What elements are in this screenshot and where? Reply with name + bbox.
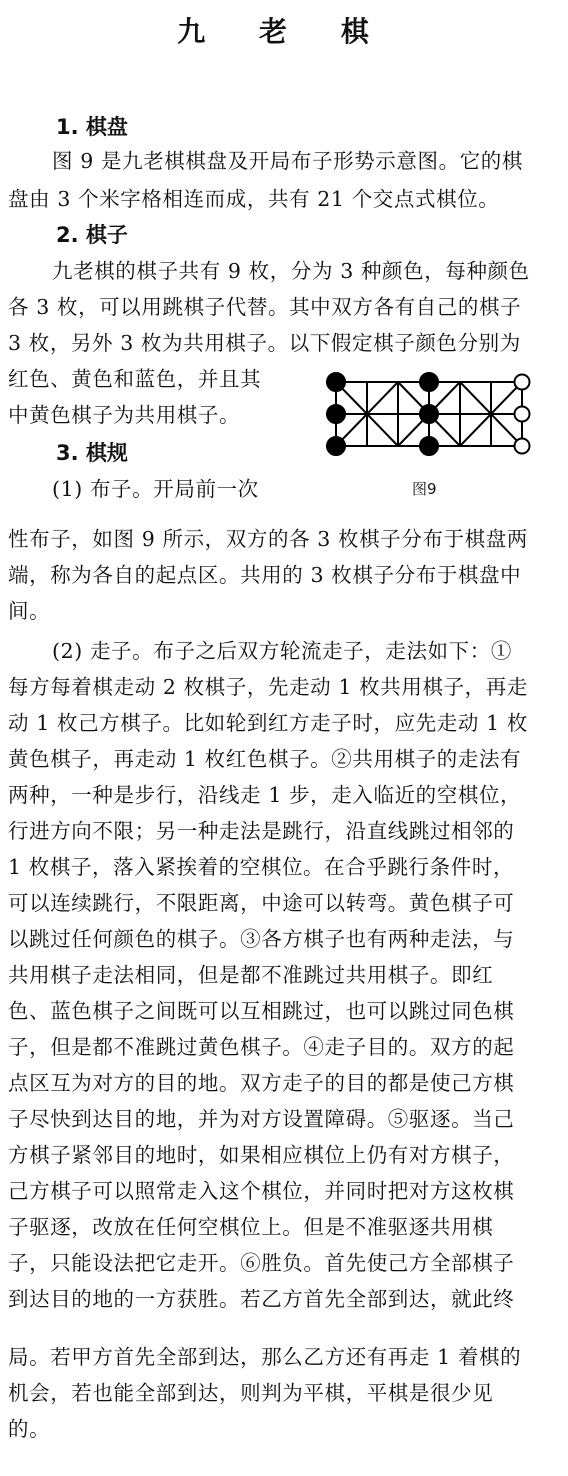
text-line: 以跳过任何颜色的棋子。③各方棋子也有两种走法，与 [8, 927, 515, 951]
section-heading-board: 1. 棋盘 [56, 115, 128, 139]
text-line: 中黄色棋子为共用棋子。 [8, 403, 241, 427]
section-heading-rules: 3. 棋规 [56, 441, 128, 465]
black-piece [327, 405, 345, 423]
text-line: 子驱逐，改放在任何空棋位上。但是不准驱逐共用棋 [8, 1215, 494, 1239]
text-line: 3 枚，另外 3 枚为共用棋子。以下假定棋子颜色分别为 [8, 331, 521, 355]
text-line: 图 9 是九老棋棋盘及开局布子形势示意图。它的棋 [52, 149, 523, 173]
black-piece [420, 373, 438, 391]
text-line: 黄色棋子，再走动 1 枚红色棋子。②共用棋子的走法有 [8, 747, 522, 771]
text-line: 九老棋的棋子共有 9 枚，分为 3 种颜色，每种颜色 [52, 259, 530, 283]
text-line: 子尽快到达目的地，并为对方设置障碍。⑤驱逐。当己 [8, 1107, 515, 1131]
text-line: 点区互为对方的目的地。双方走子的目的都是使己方棋 [8, 1071, 515, 1095]
text-line: 色、蓝色棋子之间既可以互相跳过，也可以跳过同色棋 [8, 999, 515, 1023]
text-line: 间。 [8, 599, 51, 623]
text-line: 盘由 3 个米字格相连而成，共有 21 个交点式棋位。 [8, 187, 500, 211]
black-piece [420, 437, 438, 455]
text-line: 性布子，如图 9 所示，双方的各 3 枚棋子分布于棋盘两 [8, 527, 528, 551]
black-piece [327, 437, 345, 455]
text-line: 端，称为各自的起点区。共用的 3 枚棋子分布于棋盘中 [8, 563, 522, 587]
text-line: (1) 布子。开局前一次 [52, 477, 259, 501]
text-line: (2) 走子。布子之后双方轮流走子，走法如下：① [52, 639, 512, 663]
white-piece [515, 439, 530, 454]
black-piece [420, 405, 438, 423]
text-line: 子，只能设法把它走开。⑥胜负。首先使己方全部棋子 [8, 1251, 515, 1275]
text-line: 动 1 枚己方棋子。比如轮到红方走子时，应先走动 1 枚 [8, 711, 528, 735]
white-piece [515, 407, 530, 422]
black-piece [327, 373, 345, 391]
page-title: 九 老 棋 [177, 15, 391, 48]
text-line: 的。 [8, 1417, 51, 1441]
text-line: 红色、黄色和蓝色，并且其 [8, 367, 262, 391]
text-line: 共用棋子走法相同，但是都不准跳过共用棋子。即红 [8, 963, 494, 987]
text-line: 每方每着棋走动 2 枚棋子，先走动 1 枚共用棋子，再走 [8, 675, 528, 699]
text-line: 己方棋子可以照常走入这个棋位，并同时把对方这枚棋 [8, 1179, 515, 1203]
text-line: 机会，若也能全部到达，则判为平棋，平棋是很少见 [8, 1381, 494, 1405]
text-line: 到达目的地的一方获胜。若乙方首先全部到达，就此终 [8, 1287, 515, 1311]
white-piece [515, 375, 530, 390]
figure-caption: 图9 [412, 480, 437, 498]
text-line: 局。若甲方首先全部到达，那么乙方还有再走 1 着棋的 [8, 1345, 522, 1369]
text-line: 两种，一种是步行，沿线走 1 步，走入临近的空棋位， [8, 783, 522, 807]
text-line: 方棋子紧邻目的地时，如果相应棋位上仍有对方棋子， [8, 1143, 515, 1167]
text-line: 各 3 枚，可以用跳棋子代替。其中双方各有自己的棋子 [8, 295, 522, 319]
text-line: 行进方向不限；另一种走法是跳行，沿直线跳过相邻的 [8, 819, 515, 843]
text-line: 1 枚棋子，落入紧挨着的空棋位。在合乎跳行条件时， [8, 855, 515, 879]
section-heading-pieces: 2. 棋子 [56, 223, 128, 247]
text-line: 可以连续跳行，不限距离，中途可以转弯。黄色棋子可 [8, 891, 515, 915]
text-line: 子，但是都不准跳过黄色棋子。④走子目的。双方的起 [8, 1035, 515, 1059]
